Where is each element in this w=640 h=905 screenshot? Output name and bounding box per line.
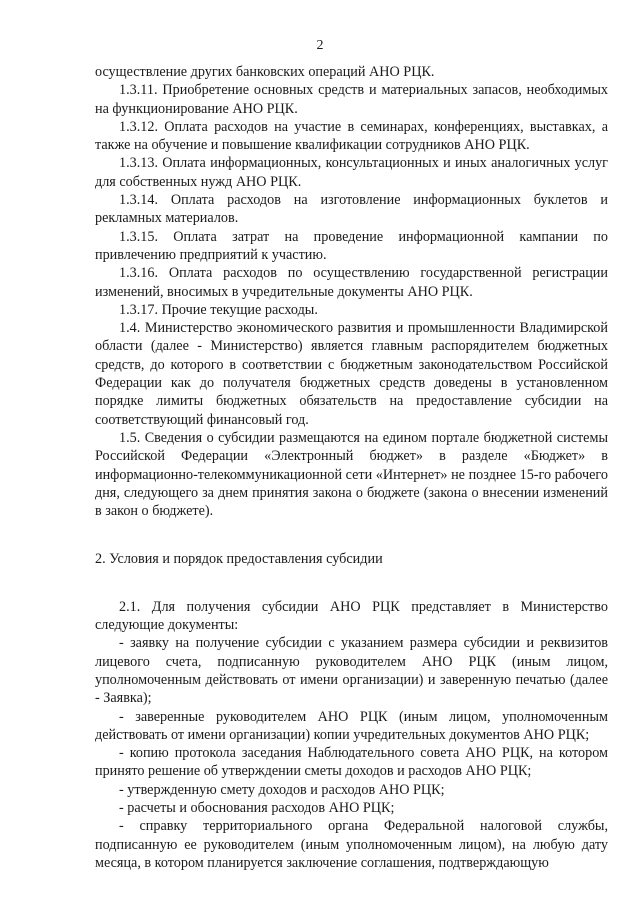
paragraph: 2.1. Для получения субсидии АНО РЦК представляет в Министерство следующие документы: xyxy=(95,598,608,634)
paragraph: 1.3.11. Приобретение основных средств и материальных запасов, необходимых на функционирование АНО РЦК. xyxy=(95,82,608,117)
paragraph: 1.3.15. Оплата затрат на проведение информационной кампании по привлечению предприятий к участию. xyxy=(95,228,608,263)
paragraph: - копию протокола заседания Наблюдательного совета АНО РЦК, на котором принято решение об утверждении сметы доходов и расходов АНО РЦК; xyxy=(95,745,608,780)
paragraph: 1.5. Сведения о субсидии размещаются на едином портале бюджетной системы Российской Федерации «Электронный бюджет» в разделе «Бюджет» в информационно-телекоммуникационной сети «Интернет» не позднее 15-го рабочего дня, следующего за днем принятия закона о бюджете (закона о внесении изменений в закон о бюджете). xyxy=(95,429,608,520)
paragraphs-after-heading xyxy=(95,598,608,872)
paragraph: 1.3.12. Оплата расходов на участие в семинарах, конференциях, выставках, а также на обучение и повышение квалификации сотрудников АНО РЦК. xyxy=(95,118,608,154)
paragraph: - утвержденную смету доходов и расходов АНО РЦК; xyxy=(119,781,445,798)
paragraph: 1.3.14. Оплата расходов на изготовление информационных буклетов и рекламных материалов. xyxy=(95,192,608,227)
paragraph: - расчеты и обоснования расходов АНО РЦК; xyxy=(119,799,395,816)
section-heading: 2. Условия и порядок предоставления субсидии xyxy=(95,551,383,568)
paragraph: осуществление других банковских операций АНО РЦК. xyxy=(95,64,435,80)
paragraph: 1.3.13. Оплата информационных, консультационных и иных аналогичных услуг для собственных нужд АНО РЦК. xyxy=(95,155,608,190)
paragraph: 1.3.16. Оплата расходов по осуществлению государственной регистрации изменений, вносимых в учредительные документы АНО РЦК. xyxy=(95,265,608,300)
paragraph: - заверенные руководителем АНО РЦК (иным лицом, уполномоченным действовать от имени организации) копии учредительных документов АНО РЦК; xyxy=(95,708,608,743)
paragraphs-before-heading xyxy=(95,63,608,520)
page-number: 2 xyxy=(316,38,324,53)
paragraph: - заявку на получение субсидии с указанием размера субсидии и реквизитов лицевого счета, подписанную руководителем АНО РЦК (иным лицом, уполномоченным действовать от имени организации) и заверенную печатью (далее - Заявка); xyxy=(95,635,608,707)
paragraph: 1.3.17. Прочие текущие расходы. xyxy=(119,301,318,318)
paragraph: - справку территориального органа Федеральной налоговой службы, подписанную ее руководителем (иным уполномоченным лицом), на любую дату месяца, в котором планируется заключение соглашения, подтверждающую xyxy=(95,818,608,871)
document-body xyxy=(95,63,608,872)
paragraph: 1.4. Министерство экономического развития и промышленности Владимирской области (далее - Министерство) является главным распорядителем бюджетных средств, до которого в соответствии с бюджетным законодательством Российской Федерации как до получателя бюджетных средств доведены в установленном порядке лимиты бюджетных обязательств на предоставление субсидии на соответствующий финансовый год. xyxy=(95,320,608,428)
